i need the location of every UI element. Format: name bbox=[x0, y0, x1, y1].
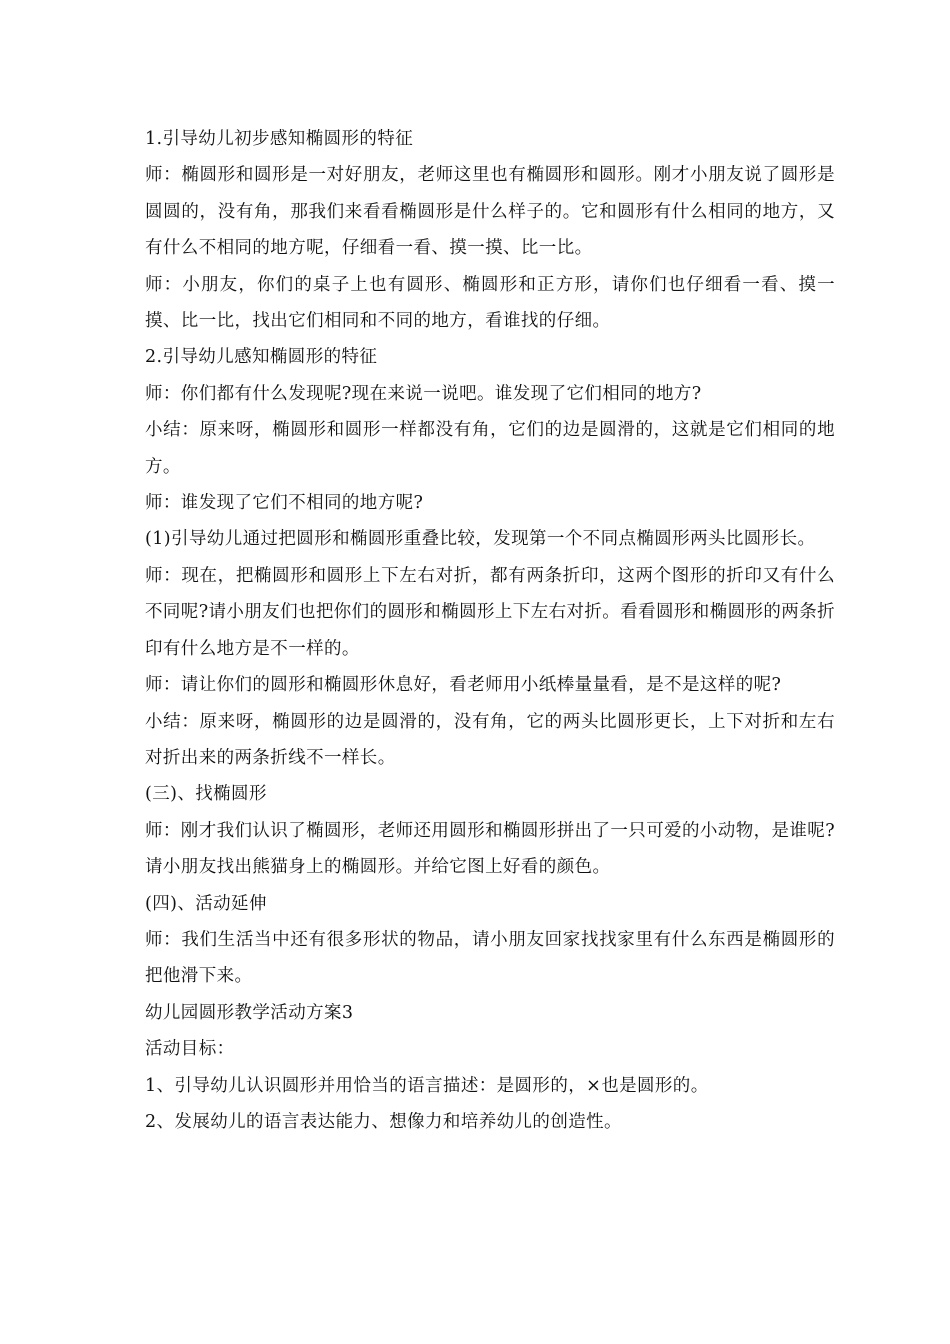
paragraph: 师：我们生活当中还有很多形状的物品，请小朋友回家找找家里有什么东西是椭圆形的把他滑下来。 bbox=[145, 929, 835, 987]
objective-item: 1、引导幼儿认识圆形并用恰当的语言描述：是圆形的，×也是圆形的。 bbox=[145, 1075, 709, 1096]
document-body bbox=[145, 121, 835, 1140]
paragraph: 师：小朋友，你们的桌子上也有圆形、椭圆形和正方形，请你们也仔细看一看、摸一摸、比一比，找出它们相同和不同的地方，看谁找的仔细。 bbox=[145, 274, 835, 332]
section-heading-2: 2.引导幼儿感知椭圆形的特征 bbox=[145, 347, 378, 368]
objectives-heading: 活动目标： bbox=[145, 1039, 235, 1060]
paragraph: 师：椭圆形和圆形是一对好朋友，老师这里也有椭圆形和圆形。刚才小朋友说了圆形是圆圆的，没有角，那我们来看看椭圆形是什么样子的。它和圆形有什么相同的地方，又有什么不相同的地方呢，仔细看一看、摸一摸、比一比。 bbox=[145, 165, 835, 259]
section-heading-3: (三)、找椭圆形 bbox=[145, 784, 267, 805]
paragraph: (1)引导幼儿通过把圆形和椭圆形重叠比较，发现第一个不同点椭圆形两头比圆形长。 bbox=[145, 529, 816, 550]
paragraph: 师：你们都有什么发现呢?现在来说一说吧。谁发现了它们相同的地方? bbox=[145, 383, 702, 404]
paragraph: 师：请让你们的圆形和椭圆形休息好，看老师用小纸棒量量看，是不是这样的呢? bbox=[145, 675, 782, 696]
summary-paragraph: 小结：原来呀，椭圆形的边是圆滑的，没有角，它的两头比圆形更长，上下对折和左右对折出来的两条折线不一样长。 bbox=[145, 711, 835, 768]
paragraph: 师：刚才我们认识了椭圆形，老师还用圆形和椭圆形拼出了一只可爱的小动物，是谁呢?请小朋友找出熊猫身上的椭圆形。并给它图上好看的颜色。 bbox=[145, 820, 835, 878]
plan-title: 幼儿园圆形教学活动方案3 bbox=[145, 1002, 354, 1023]
paragraph: 师：现在，把椭圆形和圆形上下左右对折，都有两条折印，这两个图形的折印又有什么不同呢?请小朋友们也把你们的圆形和椭圆形上下左右对折。看看圆形和椭圆形的两条折印有什么地方是不一样的。 bbox=[145, 565, 835, 659]
objective-item: 2、发展幼儿的语言表达能力、想像力和培养幼儿的创造性。 bbox=[145, 1111, 622, 1132]
section-heading-1: 1.引导幼儿初步感知椭圆形的特征 bbox=[145, 129, 414, 149]
paragraph: 师：谁发现了它们不相同的地方呢? bbox=[145, 493, 424, 514]
section-heading-4: (四)、活动延伸 bbox=[145, 893, 267, 914]
summary-paragraph: 小结：原来呀，椭圆形和圆形一样都没有角，它们的边是圆滑的，这就是它们相同的地方。 bbox=[145, 420, 835, 477]
